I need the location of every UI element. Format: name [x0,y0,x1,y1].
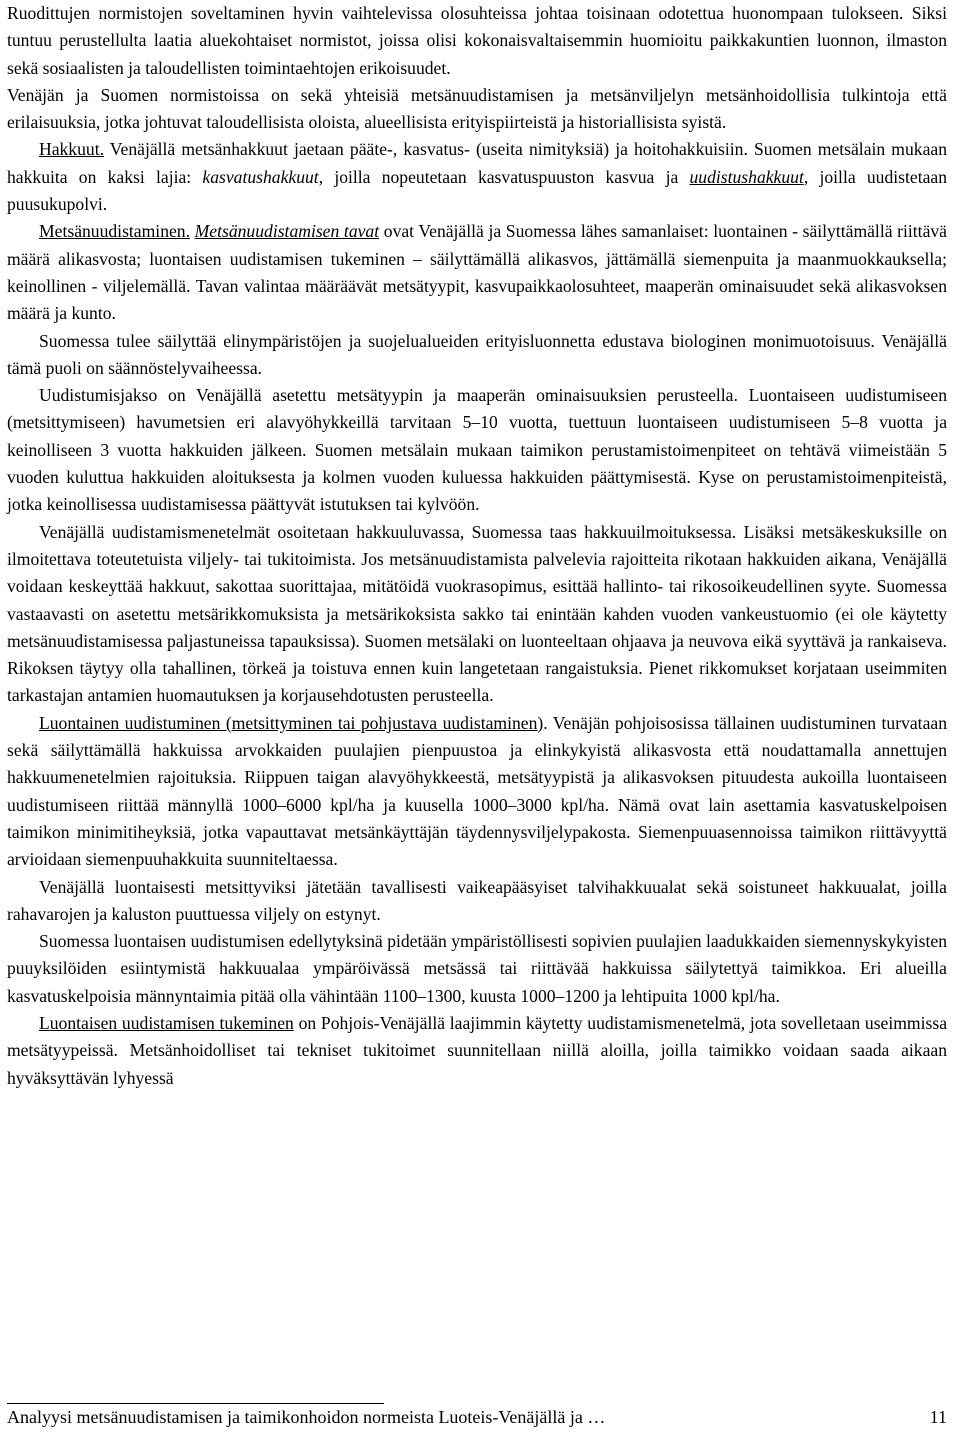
text-run: Venäjällä uudistamismenetelmät osoitetaan hakkuuluvassa, Suomessa taas hakkuuilmoituksessa. Lisäksi metsäkeskuksille on ilmoitettava toteutetuista viljely- tai tukitoimista. Jos metsänuudistamista palvelevia rajoitteita rikotaan hakkuiden aikana, Venäjällä voidaan keskeyttää hakkuut, sakottaa suorittajaa, mitätöidä vuokrasopimus, esittää hallinto- tai rikosoikeudellinen syyte. Suomessa vastaavasti on asetettu metsärikkomuksista ja metsärikoksista sakko tai enintään kahden vuoden vankeustuomio (ei ole käytetty metsänuudistamisessa paljastuneissa tapauksissa). Suomen metsälaki on luonteeltaan ohjaava ja neuvova eikä syyttävä ja rankaiseva. Rikoksen täytyy olla tahallinen, törkeä ja toistuva ennen kuin langetetaan rangaistuksia. Pienet rikkomukset korjataan useimmiten tarkastajan antamien huomautuksen ja korjausehdotusten perusteella. [7,521,947,706]
text-run: ovat Venäjällä ja Suomessa lähes samanlaiset: luontainen - säilyttämällä riittävä määrä alikasvosta; luontaisen uudistamisen tukeminen – säilyttämällä alikasvos, jättämällä siemenpuita ja maanmuokkauksella; keinollinen - viljelemällä. Tavan valintaa määräävät metsätyypit, kasvupaikkaolosuhteet, maaperän ominaisuudet sekä alikasvoksen määrä ja kunto. [7,221,947,324]
paragraph [7,328,947,383]
paragraph [7,874,947,929]
text-run: on Pohjois-Venäjällä laajimmin käytetty uudistamismenetelmä, jota sovelletaan useimmissa metsätyypeissä. Metsänhoidolliset tai tekniset tukitoimet suunnitellaan niillä aloilla, joilla taimikko voidaan saada aikaan hyväksyttävän lyhyessä [7,1012,948,1088]
styled-text: uudistushakkuut [689,166,804,187]
paragraph [7,710,947,874]
styled-text: Luontaisen uudistamisen tukeminen [39,1012,294,1033]
page-footer [7,1405,947,1429]
text-run: Uudistumisjakso on Venäjällä asetettu metsätyypin ja maaperän ominaisuuksien perusteella. Luontaiseen uudistumiseen (metsittymiseen) havumetsien eri alavyöhykkeillä tarvitaan 5–10 vuotta, tuettuun luontaiseen uudistumiseen 5–8 vuotta ja keinolliseen 3 vuotta hakkuiden jälkeen. Suomen metsälain mukaan taimikon perustamistoimenpiteet on tehtävä viimeistään 5 vuoden kuluttua hakkuiden aloituksesta ja kolmen vuoden kuluessa hakkuiden päättymisestä. Kyse on perustamistoimenpiteistä, jotka keinollisessa uudistamisessa päättyvät istutuksen tai kylvöön. [7,385,947,515]
text-run: Suomessa luontaisen uudistumisen edellytyksinä pidetään ympäristöllisesti sopivien puulajien laadukkaiden siemennyskykyisten puuyksilöiden esiintymistä hakkuualaa ympäröivässä metsässä tai riittävää hakkuissa säilytettyä taimikkoa. Eri alueilla kasvatuskelpoisia männyntaimia pitää olla vähintään 1100–1300, kuusta 1000–1200 ja lehtipuita 1000 kpl/ha. [7,931,947,1006]
paragraph [7,928,947,1010]
paragraph [7,136,947,218]
text-run: , joilla uudistetaan puusukupolvi. [7,166,947,215]
document-body [7,0,947,1092]
text-run: , joilla nopeutetaan kasvatuspuuston kasvua ja [318,166,690,187]
styled-text: Metsänuudistaminen. [39,221,190,242]
styled-text: Metsänuudistamisen tavat [194,221,380,242]
paragraph [7,0,947,82]
paragraph [7,82,947,137]
text-run: Venäjällä metsänhakkuut jaetaan pääte-, kasvatus- (useita nimityksiä) ja hoitohakkuisiin. Suomen metsälain mukaan hakkuita on kaksi lajia: [7,139,947,187]
styled-text: Hakkuut. [39,139,104,160]
paragraph [7,382,947,518]
footer-title: Analyysi metsänuudistamisen ja taimikonhoidon normeista Luoteis-Venäjällä ja … [7,1407,606,1427]
text-run: Venäjän ja Suomen normistoissa on sekä yhteisiä metsänuudistamisen ja metsänviljelyn metsänhoidollisia tulkintoja että erilaisuuksia, jotka johtuvat taloudellisista oloista, alueellisista erityispiirteistä ja historiallisista syistä. [7,84,947,133]
text-run: Ruodittujen normistojen soveltaminen hyvin vaihtelevissa olosuhteissa johtaa toisinaan odotettua huonompaan tulokseen. Siksi tuntuu perustellulta laatia aluekohtaiset normistot, joissa olisi kokonaisvaltaisemmin huomioitu paikkakuntien luonnon, ilmaston sekä sosiaalisten ja taloudellisten toimintaehtojen erikoisuudet. [7,3,947,78]
paragraph [7,218,947,327]
footer-divider [7,1403,384,1404]
styled-text: kasvatushakkuut [202,166,319,187]
page-number: 11 [929,1407,947,1427]
text-run: Venäjällä luontaisesti metsittyviksi jätetään tavallisesti vaikeapääsyiset talvihakkuualat sekä soistuneet hakkuualat, joilla rahavarojen ja kaluston puuttuessa viljely on estynyt. [7,876,947,924]
styled-text: Luontainen uudistuminen (metsittyminen tai pohjustava uudistaminen) [39,712,544,733]
text-run: Suomessa tulee säilyttää elinympäristöjen ja suojelualueiden erityisluonnetta edustava biologinen monimuotoisuus. Venäjällä tämä puoli on säännöstelyvaiheessa. [7,330,947,378]
paragraph [7,519,947,710]
paragraph [7,1010,947,1092]
text-run: . Venäjän pohjoisosissa tällainen uudistuminen turvataan sekä säilyttämällä hakkuissa arvokkaiden puulajien pienpuustoa ja elinkykyistä alikasvosta että noudattamalla annettujen hakkuumenetelmien rajoituksia. Riippuen taigan alavyöhykkeestä, metsätyypistä ja alikasvoksen pituudesta aukoilla luontaiseen uudistumiseen riittää männyllä 1000–6000 kpl/ha ja kuusella 1000–3000 kpl/ha. Nämä ovat lain asettamia kasvatuskelpoisen taimikon minimitiheyksiä, jotka vapauttavat metsänkäyttäjän täydennysviljelypakosta. Siemenpuuasennoissa taimikon riittävyyttä arvioidaan siemenpuuhakkuita suunniteltaessa. [7,712,947,870]
